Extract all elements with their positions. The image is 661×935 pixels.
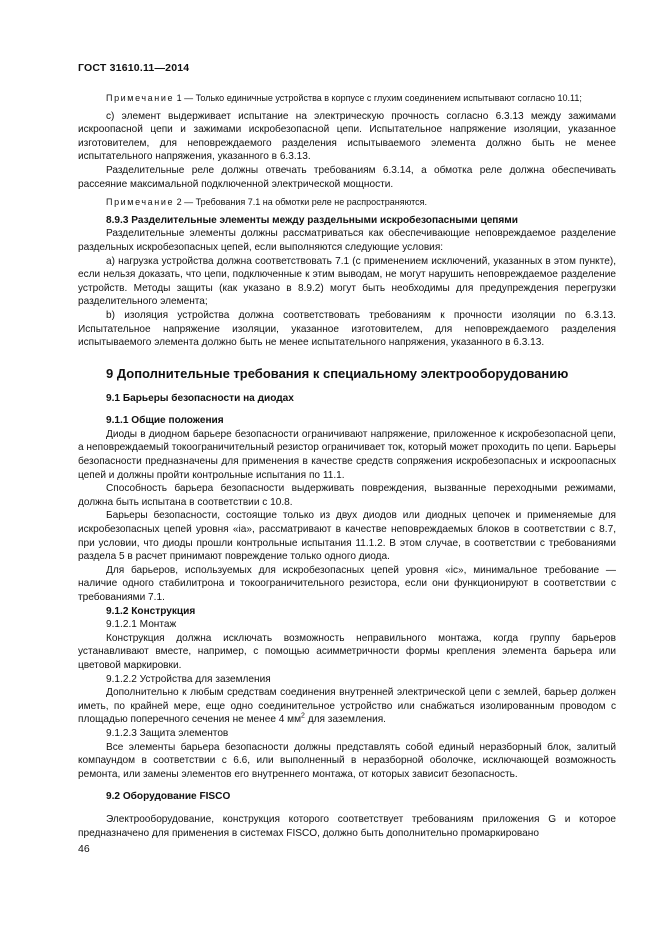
note-2-label: Примечание bbox=[106, 197, 175, 208]
paragraph-item-b: b) изоляция устройства должна соответствовать требованиям к прочности изоляции по 6.3.13. Испытательное напряжение изоляции, указанное изготовителем, для неповреждаемого разделения испытываемого элемента должно быть не менее испытательного напряжения, указанного в 6.3.13. bbox=[78, 309, 616, 349]
paragraph-item-a: a) нагрузка устройства должна соответствовать 7.1 (с применением исключений, указанных в этом пункте), если нельзя доказать, что цепи, подключенные к этим выводам, не могут нарушить неповреждаемое разделение устройств. Методы защиты (как указано в 8.9.2) могут быть необходимы для предупреждения перегрузки разделительного элемента; bbox=[78, 255, 616, 308]
paragraph-8-9-3: Разделительные элементы должны рассматриваться как обеспечивающие неповреждаемое разделение раздельных искробезопасных цепей, если выполняются следующие условия: bbox=[78, 228, 616, 253]
paragraph-9-1-2-2 bbox=[78, 686, 616, 727]
heading-9-1-2: 9.1.2 Конструкция bbox=[106, 605, 196, 617]
note-2-text: 2 — Требования 7.1 на обмотки реле не распространяются. bbox=[174, 197, 428, 208]
paragraph-9-1-1-b: Способность барьера безопасности выдерживать повреждения, вызванные переходными режимами, должна быть испытана в соответствии с 10.8. bbox=[78, 483, 616, 508]
subheading-9-1-2-2: 9.1.2.2 Устройства для заземления bbox=[106, 673, 271, 685]
note-1-text: 1 — Только единичные устройства в корпусе с глухим соединением испытывают согласно 10.11; bbox=[174, 93, 582, 103]
note-1-label: Примечание bbox=[106, 93, 175, 103]
document-body bbox=[78, 92, 616, 840]
heading-8-9-3: 8.9.3 Разделительные элементы между раздельными искробезопасными цепями bbox=[106, 214, 518, 226]
paragraph-9-1-1-d: Для барьеров, используемых для искробезопасных цепей уровня «ic», минимальное требование — наличие одного стабилитрона и токоограничительного резистора, если они функционируют в соответствии с требованиями 7.1. bbox=[78, 564, 616, 603]
paragraph-9-1-2-2-text: Дополнительно к любым средствам соединения внутренней электрической цепи с землей, барьер должен иметь, по крайней мере, еще одно соединительное устройство или снабжаться изолированным проводом с площадью поперечного сечения не менее 4 мм bbox=[78, 687, 616, 726]
heading-9-2: 9.2 Оборудование FISCO bbox=[106, 791, 231, 803]
paragraph-9-1-2-2-tail: для заземления. bbox=[304, 714, 386, 726]
subheading-9-1-2-1: 9.1.2.1 Монтаж bbox=[106, 619, 177, 631]
superscript-2: 2 bbox=[301, 712, 305, 720]
heading-9-1: 9.1 Барьеры безопасности на диодах bbox=[106, 392, 294, 404]
paragraph-item-c: c) элемент выдерживает испытание на электрическую прочность согласно 6.3.13 между зажимами искроопасной цепи и зажимами искробезопасной цепи. Испытательное напряжение изоляции, указанное изготовителем, для неповреждаемого разделения испытываемого элемента должно быть не менее испытательного напряжения, указанного в 6.3.13. bbox=[78, 110, 616, 163]
page-number: 46 bbox=[78, 843, 90, 855]
subheading-9-1-2-3: 9.1.2.3 Защита элементов bbox=[106, 727, 229, 739]
note-2 bbox=[78, 196, 616, 209]
paragraph-9-1-2-1: Конструкция должна исключать возможность неправильного монтажа, когда группу барьеров устанавливают вместе, например, с помощью асимметричности формы крепления элемента барьера или цветовой маркировки. bbox=[78, 632, 616, 671]
paragraph-9-2: Электрооборудование, конструкция которого соответствует требованиям приложения G и которое предназначено для применения в системах FISCO, должно быть дополнительно промаркировано bbox=[78, 813, 616, 839]
paragraph-9-1-1-a: Диоды в диодном барьере безопасности ограничивают напряжение, приложенное к искробезопасной цепи, а неповреждаемый токоограничительный резистор ограничивает ток, который может проходить по цепи. Барьеры безопасности предназначены для применения в качестве средств сопряжения искробезопасных и искроопасных цепей и должны пройти контрольные испытания по 11.1. bbox=[78, 428, 616, 481]
section-9-heading: 9 Дополнительные требования к специальному электрооборудованию bbox=[106, 365, 569, 381]
paragraph-9-1-2-3: Все элементы барьера безопасности должны представлять собой единый неразборный блок, залитый компаундом в соответствии с 6.6, или выполненный в неразборной оболочке, исключающей возможность ремонта, или замены элементов его внутреннего монтажа, от которых зависит безопасность. bbox=[78, 741, 616, 780]
note-1 bbox=[78, 92, 616, 105]
paragraph-9-1-1-c: Барьеры безопасности, состоящие только из двух диодов или диодных цепочек и применяемые для искробезопасных цепей уровня «ia», рассматривают в качестве неповреждаемых блоков в соответствии с 8.7, при условии, что диоды прошли контрольные испытания 11.1.2. В этом случае, в соответствии с требованиями раздела 5 в расчет принимают повреждение только одного диода. bbox=[78, 510, 616, 563]
standard-code-header: ГОСТ 31610.11—2014 bbox=[78, 62, 190, 74]
heading-9-1-1: 9.1.1 Общие положения bbox=[106, 415, 224, 427]
paragraph-relay: Разделительные реле должны отвечать требованиям 6.3.14, а обмотка реле должна обеспечивать рассеяние максимальной подключенной электрической мощности. bbox=[78, 164, 616, 190]
